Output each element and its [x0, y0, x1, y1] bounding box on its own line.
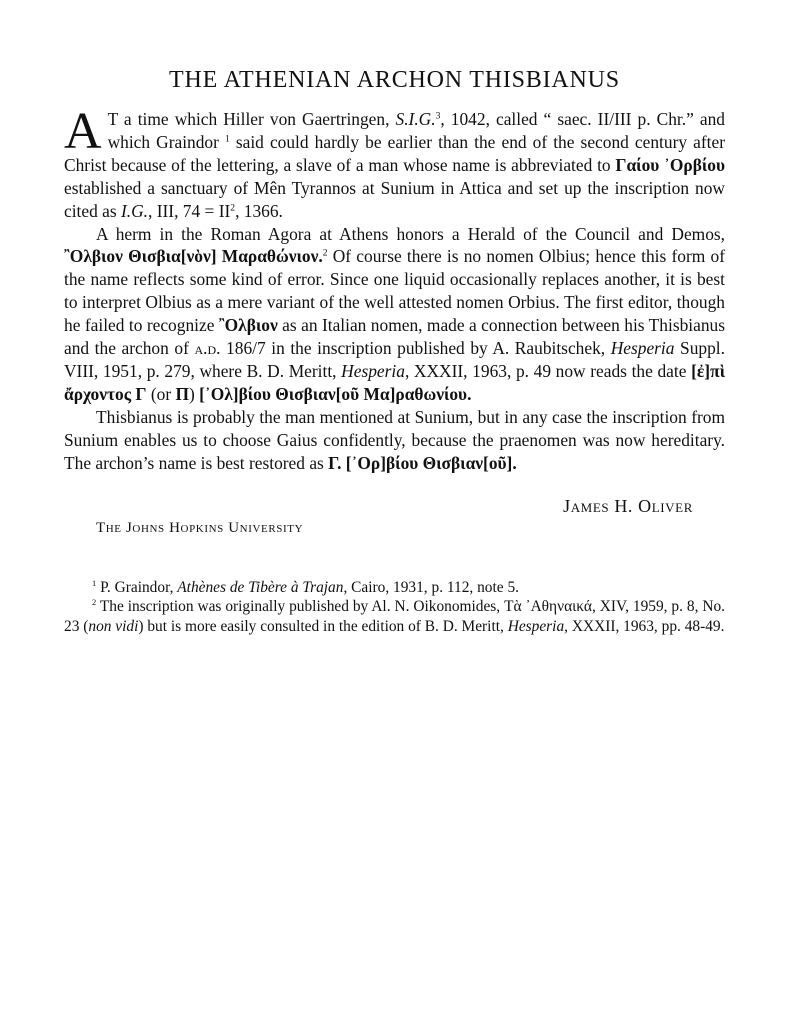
greek-text: Γαίου ᾿Ορβίου [615, 154, 725, 175]
paragraph-2: A herm in the Roman Agora at Athens honors a Herald of the Council and Demos, ῍Ολβιον Θισβια[νὸν] Μαραθώνιον.$^2$ Of course there is no nomen Olbius; hence this form of the name reflects some kind of error. Since one liquid occasionally replaces another, it is best to interpret Olbius as a mere variant of the well attested nomen Orbius. The first editor, though he failed to recognize ῍Ολβιον as an Italian nomen, made a connection between his Thisbianus and the archon of a.d. 186/7 in the inscription published by A. Raubitschek, Hesperia Suppl. VIII, 1951, p. 279, where B. D. Meritt, Hesperia, XXXII, 1963, p. 49 now reads the date [ἐ]πὶ ἄρχοντος Γ (or Π) [᾿Ολ]βίου Θισβιαν[οῦ Μα]ραθωνίου. [64, 223, 726, 404]
greek-text: [ἐ]πὶ ἄρχοντος Γ [64, 360, 726, 404]
greek-text: ῍Ολβιον [218, 315, 278, 336]
era-abbreviation: a.d. [194, 338, 221, 359]
ig-citation: I.G. [120, 200, 149, 221]
article-title: THE ATHENIAN ARCHON THISBIANUS [169, 67, 620, 93]
paragraph-3: Thisbianus is probably the man mentioned at Sunium, but in any case the inscription from Sunium enables us to choose Gaius confidently, because the praenomen was now hereditary. The archon’s name is best restored as Γ. [᾿Ορ]βίου Θισβιαν[οῦ]. [64, 406, 725, 473]
author-signature: James H. Oliver [563, 496, 693, 516]
footnote-mark: 2 [92, 597, 97, 608]
journal-title: Hesperia [341, 360, 405, 381]
journal-title: Hesperia [507, 617, 565, 635]
article-body [64, 103, 726, 475]
footnote-ref-1[interactable]: 1 [225, 133, 230, 145]
greek-text: [᾿Ολ]βίου Θισβιαν[οῦ Μα]ραθωνίου. [199, 383, 472, 404]
book-title: Athènes de Tibère à Trajan [177, 579, 344, 596]
footnote-1: $^1$ P. Graindor, Athènes de Tibère à Trajan, Cairo, 1931, p. 112, note 5. [92, 578, 519, 596]
footnote-mark: 1 [92, 578, 97, 589]
footnote-2: $^2$ The inscription was originally published by Al. N. Oikonomides, Τὰ ᾿Αθηναικά, XIV, 1959, p. 8, No. 23 (non vidi) but is more easily consulted in the edition of B. D. Meritt, Hesperia, XXXII, 1963, pp. 48-49. [64, 597, 726, 635]
greek-text: ῍Ολβιον Θισβια[νὸν] Μαραθώνιον. [64, 246, 323, 267]
author-affiliation: The Johns Hopkins University [96, 520, 304, 536]
footnotes [64, 578, 725, 636]
greek-text: Τὰ ᾿Αθηναικά [504, 598, 592, 616]
latin-note: non vidi [88, 617, 139, 635]
sig-citation: S.I.G. [395, 109, 436, 129]
greek-text: Γ. [᾿Ορ]βίου Θισβιαν[οῦ]. [328, 452, 517, 473]
paragraph-1: A T a time which Hiller von Gaertringen, S.I.G.$^3$, 1042, called “ saec. II/III p. Chr.” and which Graindor $^1$ said could hardly be earlier than the end of the second century after Christ because of the lettering, a slave of a man whose name is abbreviated to Γαίου ᾿Ορβίου established a sanctuary of Mên Tyrannos at Sunium in Attica and set up the inscription now cited as I.G., III, $74 = II^2$, 1366. [64, 103, 725, 221]
drop-cap: A [64, 103, 102, 160]
greek-text: Π [175, 383, 189, 404]
footnote-ref-2[interactable]: 2 [322, 247, 328, 259]
journal-title: Hesperia [610, 338, 675, 359]
